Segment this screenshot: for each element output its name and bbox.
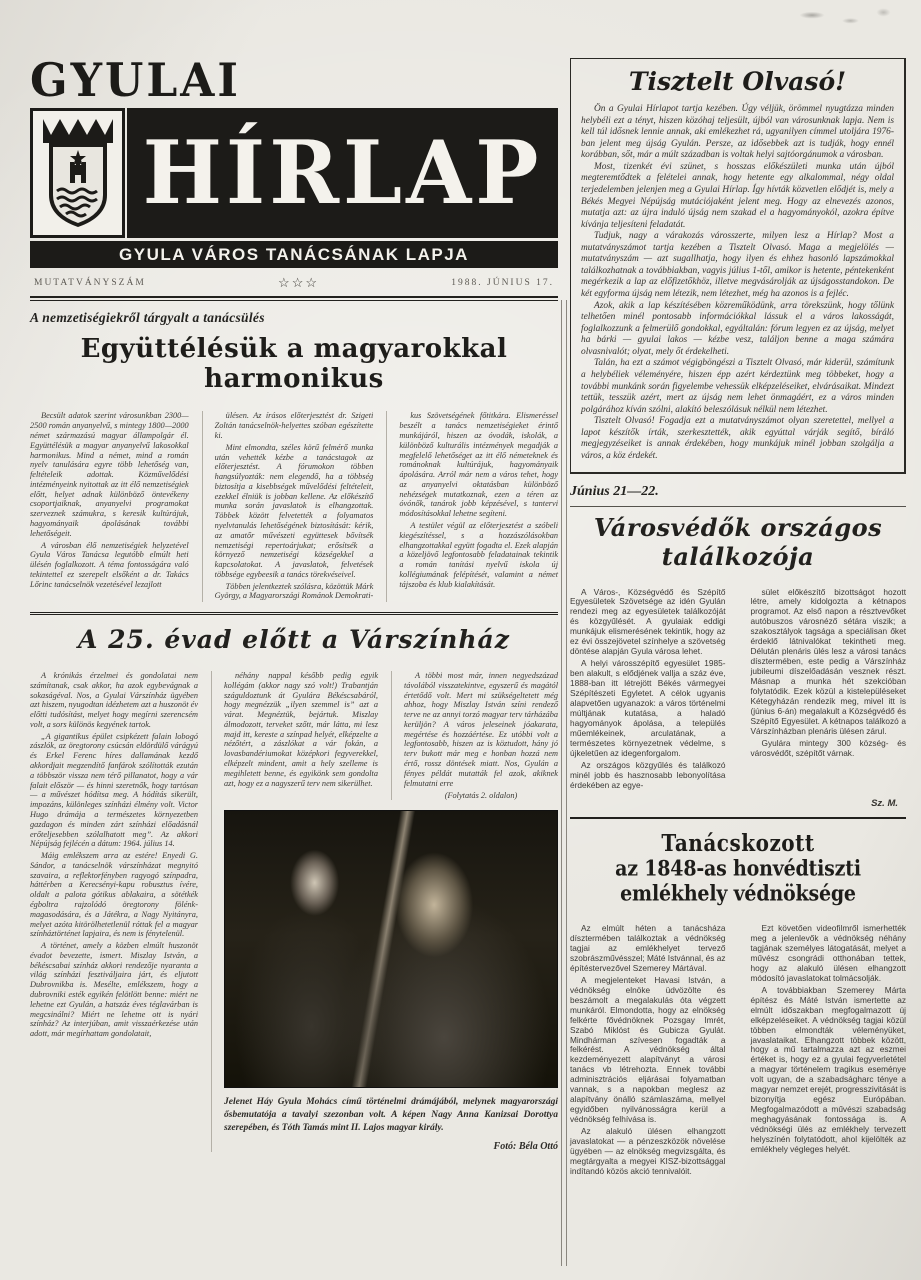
article-editorial — [570, 58, 906, 474]
article-theatre-right-columns — [224, 671, 558, 800]
section-rule — [570, 817, 906, 819]
paragraph: A történet, amely a közben elmúlt huszonöt évadot bevezette, ismert. Miszlay István, a békéscsabai színház akkori rendezője nyaranta a világ színházi fesztiváljaira járt, és eljutott Dubrovnikba is. Mesélte, emlékszem, hogy a dubrovniki esték egyikén felötlött benne: miért ne lehetne ezt Gyulán, a hatszáz éves téglavárban is megcsinálni? Miért ne lehetne ott is nyári színház? Az interjúban, amit visszaérkezése után adott, már megírhattam gondolatait, — [30, 941, 198, 1039]
paragraph: A Város-, Községvédő és Szépítő Egyesületek Szövetsége az idén Gyulán rendezi meg az egyesületek találkozóját és közgyűlését. A gyulaiak eddigi munkájuk elismerésének tekintik, hogy az ez évi összejövetel színhelye a szövetség döntése alapján Gyula városa lehet. — [570, 586, 726, 657]
paragraph: Máig emlékszem arra az estére! Enyedi G. Sándor, a tanácselnök várszínházat megnyitó szavaira, a reflektorfényben ragyogó színpadra, háttérben a Kerecsényi-kapu robusztus ívére, oldalt a palota gótikus ablakaira, a sötétkék égboltra rajzolódó öregtorony fölénk-magasodására, és a Játékra, a Nagy Nyitányra, melyet azóta kitörölhetetlenül róttak fel a magyar színháztörténet lapjaira, és nem is fénytelenül. — [30, 851, 198, 939]
paragraph: sület előkészítő bizottságot hozott létre, amely kidolgozta a kétnapos programot. Az első napon a résztvevőket autóbuszos városnéző sétára viszik; a szakosztályok tagsága a speciálisan őket érdeklő látnivalókat tekintheti meg. Délután plenáris ülés lesz a városi tanács dísztermében, este pedig a Várszínház jubileumi díszelőadásán vesznek részt. Másnap a munka hét szekcióban folytatódik. Ezek közül a kistelepüléseket Kétegyházán rendezik meg, mivel itt is (június 6-án) megalakult a Községvédő és Szépítő Egyesület. A kétnapos találkozó a Várszínházban plenáris ülésen zárul. — [750, 586, 906, 736]
paragraph: Most, tizenkét évi szünet, s hosszas előkészületi munka után újból megteremtődtek a felételei annak, hogy hetente egy alkalommal, négy oldal terjedelemben jelenjen meg a Gyulai Hírlap. Így hívták közvetlen elődjét is, mely a Békés Megyei Népújság mutációjaként jelent meg. Hogy az elnevezés azonos, mutatja azt: az újra induló újság nem szakad el a hagyományokól, azokra építve kívánja teljesíteni feladatát. — [581, 161, 894, 230]
paragraph: A megjelenteket Havasi István, a védnökség elnöke üdvözölte és beszámolt a megalakulás óta végzett munkáról. Elmondotta, hogy az elnökség felkérte fővédnöknek Pozsgay Imrét, Szabó Miklóst és Gubicza Gyulát. Mindhárman szívesen fogadták a felkérést. A védnökség által kezdeményezett alapítványt a városi tanács vb létrehozta. Ennek további adminisztrációs eljárásai folyamatban vannak, s a napokban meglesz az alapítvány önálló számlaszáma, mellyel egyidőben nyilvánosságra kerül a védnökség felhívása is. — [570, 974, 726, 1125]
paragraph: A városban élő nemzetiségiek helyzetével Gyula Város Tanácsa legutóbb elmúlt heti ülésén foglalkozott. A téma fontosságára való tekintettel ez szerepelt elsőként a dr. Takács Lőrinc tanácselnök vezetésével lezajlott — [30, 540, 189, 589]
issue-date: 1988. JÚNIUS 17. — [451, 278, 554, 288]
paragraph: néhány nappal később pedig egyik kollégám (akkor nagy szó volt!) Trabantján száguldoztunk át Gyulára Békéscsabáról, hogy megnézzük „ilyen szemmel is” azt a várat. Megnéztük, bejártuk. Miszlay álmodozott, terveket szőtt, már látta, mi lesz majd itt, kereste a színpad helyét, elképzelte a nézőtért, a zászlókat a vár fokán, a lovasbandériumokat középkori fegyverekkel, elképzelt mindent, amit a hely szelleme is megihletett benne, és egyikönk sem gondolta azt, hogy ez a nagyszerű terv nem sikerülhet. — [224, 671, 378, 788]
masthead-top-title: GYULAI — [30, 53, 242, 108]
left-zone — [30, 53, 559, 1152]
masthead — [30, 53, 558, 301]
paragraph: Ezt követően videofilmről ismerhették meg a jelenlevők a védnökség néhány tagjának személyes látogatását, melyet a művész csongrádi otthonában tettek, hogy az alakuló ülésen elhangzott módosító javaslatokat tolmácsolják. — [750, 923, 906, 983]
issue-label: MUTATVÁNYSZÁM — [34, 278, 146, 288]
paragraph: A továbbiakban Szemerey Márta építész és Máté István ismertette az elmúlt időszakban megfogalmazott új elképzeléseiket. A védnökség tagjai közül többen elmondták véleményüket, javaslataikat. Elhangzott többek között, hogy a mű tartalmazza azt az eszmei értéket is, hogy ez a gyulai fegyverletétel a magyar történelem tragikus eseménye volt ugyan, de a szabadságharc ténye a magyar nemzet erejét, progresszivitását is bizonyítja egész Európában. Megfogalmazódott a művészi szabadság meghagyásának fontossága is. A védnökségi ülés az emlékhely tervezett helyszínén folytatódott, ahol kijelölték az emlékhely végleges helyét. — [750, 984, 906, 1154]
paragraph: A helyi városszépítő egyesület 1985-ben alakult, s elődjének vallja a száz éve, 1888-ban itt létrejött Békés vármegyei Szépítészeti Egyletet. A célok ugyanis alapvetően ugyanazok: a város történelmi múltjának kutatása, a haladó hagyományok ápolása, a település műemlékeinek, arculatának, a természetes környezetnek védelme, s újkeletűen az idegenforgalom. — [570, 658, 726, 758]
article-theatre-columns — [30, 671, 558, 1152]
article-meeting — [570, 484, 906, 818]
article-memorial — [570, 828, 906, 1178]
paragraph: Többen jelentkeztek szólásra, közöttük Márk György, a Magyarországi Románok Demokrati- — [214, 581, 374, 601]
article-theatre-col3-wrap — [391, 671, 558, 800]
article-council-columns — [30, 411, 558, 602]
article-council — [30, 310, 558, 602]
article-theatre-col2 — [224, 671, 378, 800]
article-council-col3 — [386, 411, 558, 602]
article-theatre-right-block — [211, 671, 558, 1152]
paragraph: ülésen. Az írásos előterjesztést dr. Szigeti Zoltán tanácselnök-helyettes szóban egészítette ki. — [214, 411, 374, 440]
article-theatre — [30, 612, 558, 1152]
paragraph: Gyulára mintegy 300 község- és városvédőt, szépítőt várnak. — [750, 737, 906, 758]
paragraph: Az elmúlt héten a tanácsháza dísztermében találkoztak a védnökség tagjai az emlékhelyet tervező szobrászművésszel; Máté Istvánnal, és az építéstervezővel Szemerey Mártával. — [570, 923, 726, 973]
article-council-kicker: A nemzetiségiekről tárgyalt a tanácsülés — [30, 310, 265, 325]
gyula-crest-icon — [30, 108, 125, 238]
article-meeting-col1 — [570, 588, 726, 792]
photo-caption: Jelenet Háy Gyula Mohács című történelmi drámájából, melynek magyarországi ősbemutatója a tavalyi szezonban volt. A képen Nagy Anna Kanizsai Dorottya szerepében, és Tóth Tamás mint II. Lajos magyar király. — [224, 1097, 558, 1133]
paragraph: Becsült adatok szerint városunkban 2300—2500 román anyanyelvű, s mintegy 1800—2000 német származású magyar állampolgár él. Együttélésük a magyar anyanyelvű lakosokkal harmonikus. Mind a német, mind a román nyelv tanulására egyre több lehetőség van, feltételeik adottak. Közművelődési intézményeink nyitottak az itt élő nemzetiségiek előtt, helyet adnak különböző öntevékeny csoportjaiknak, anyanyelvi programokat szerveznek számukra, s keresik kultúrájuk, hagyományaik ápolásának további lehetőségeit. — [30, 411, 189, 538]
article-meeting-col2 — [739, 588, 907, 792]
paragraph: Mint elmondta, széles körű felmérő munka után vehették kézbe a tanácstagok az előterjesztést. A fórumokon többen hangsúlyozták: nem elegendő, ha a többség biztosítja a kisebbségek művelődési feltételeit, ezekkel élniük is jobban kellene. Az előkészítő munka során javaslatok is elhangzottak. Többek között felvetették a folyamatos nyelvtanulás lehetőségének biztosítását: kérik, az amatőr művészeti együttesek bővítsék nemzetiségi repertoárjukat; erősítsék a környező nemzetiségi községekkel a kapcsolatokat. A javaslatok, felvetések többsége egybeesik a tanács törekvéseivel. — [214, 442, 374, 579]
article-memorial-headline-line1: Tanácskozott — [661, 828, 815, 857]
photo-credit: Fotó: Béla Ottó — [493, 1140, 558, 1152]
article-meeting-signature: Sz. M. — [871, 797, 898, 809]
paragraph: Tudjuk, nagy a várakozás városszerte, milyen lesz a Hírlap? Most a mutatványszámot tartja kezében a Tisztelt Olvasó. Maga a megjelölés — mutatványszám — azt sugallhatja, hogy ilyen és ehhez hasonló lapszámokkal találkozhatnak a továbbiakban, vagyis július 1-től, amikor is hetente, péntekenként megérkezik a lap az előfizetőkhöz, illetve megvásárolják az újságosstandokon. De két egyforma újság nem létezik, nem létezhet, még ha azonos is a fejléc. — [581, 231, 894, 299]
article-meeting-kicker: Június 21—22. — [570, 484, 659, 500]
paragraph: Az alakuló ülésen elhangzott javaslatokat — a pénzeszközök növelése ügyében — az elnökség megvizsgálta, és megtárgyalta a megyei KISZ-bizottsággal indítandó közös akció tennivalóit. — [570, 1126, 726, 1176]
masthead-logo-row — [30, 108, 558, 238]
paragraph: Tisztelt Olvasó! Fogadja ezt a mutatványszámot olyan szeretettel, mellyel a lapot készítők írták, szerkesztették, akik egyúttal várják segítő, bíráló megjegyzéseiket is annak érdekében, hogy munkájuk minél jobban szolgálja a város, a köz érdekét. — [581, 416, 894, 461]
article-theatre-col3 — [404, 671, 558, 788]
article-memorial-col2 — [739, 924, 907, 1178]
article-memorial-headline-line2: az 1848-as honvédtiszti emlékhely védnöksége — [615, 855, 861, 906]
stars-ornament-icon: ☆☆☆ — [278, 275, 320, 290]
article-memorial-columns — [570, 924, 906, 1178]
right-zone — [570, 58, 906, 1178]
article-meeting-columns — [570, 588, 906, 792]
scan-marking — [790, 4, 900, 32]
paragraph: A többi most már, innen negyedszázad távolából visszatekintve, egyszerű és magától értetődő volt. Mert mi szükségeltetett még ahhoz, hogy Miszlay István színi rendező terve ne az annyi torzó magyar terv tárházába kerüljön? A város jeleseinek jóakarata, megértése és hozzáértése. Ez utóbbi volt a legfontosabb, hiszen az is köztudott, hány jó terv bukott már meg e honban hozzá nem értő, rossz döntések miatt. Nos, Gyulán a fényes példát mutatták fel azok, akiknek felmutatni erre — [404, 671, 558, 788]
article-theatre-headline: A 25. évad előtt a Várszínház — [78, 625, 510, 655]
masthead-info-line — [30, 275, 558, 291]
column-divider-rule — [561, 300, 567, 1266]
paragraph: Ön a Gyulai Hírlapot tartja kezében. Úgy véljük, örömmel nyugtázza minden helybéli ezt a tényt, hiszen közóhaj teljesült, újból van városunknak lapja. Nem is kell túl idősnek lennie annak, aki emlékezhet rá, ugyanilyen címmel utoljára 1976-ban jelent meg újság Gyulán. Persze, az idősebbek azt is tudják, hogy ennél korábban, sőt, már a múlt században is voltak helyi sajtóorgánumok a városban. — [581, 104, 894, 161]
masthead-subtitle: GYULA VÁROS TANÁCSÁNAK LAPJA — [119, 244, 469, 264]
mohacs-drama-scene-photo — [224, 810, 558, 1088]
paragraph: Az országos közgyűlés és találkozó minél jobb és hasznosabb lebonyolítása érdekében az egye- — [570, 759, 726, 790]
article-meeting-headline: Városvédők országos találkozója — [570, 506, 906, 571]
paragraph: kus Szövetségének főtitkára. Elismeréssel beszélt a tanács nemzetiségieket érintő munkájáról, hiszen az óvodák, iskolák, a különböző kulturális intézmények megadják a megfelelő lehetőséget az itt élő németeknek és románoknak kultúrájuk, hagyományaik ápolására. Arról már nem a város tehet, hogy az anyanyelvi oktatásban különböző nehézségek mutatkoznak, ezen a téren az óvónők, tanárok jobb képzésével, s tantervi módosításokkal lehetne segíteni. — [399, 411, 559, 519]
masthead-subtitle-bar — [30, 241, 558, 268]
masthead-title-box — [127, 108, 558, 238]
article-editorial-title: Tisztelt Olvasó! — [628, 67, 847, 96]
paragraph: Talán, ha ezt a számot végigböngészi a Tisztelt Olvasó, már kiderül, számítunk a helybéliek véleményére, hiszen épp azért kérdeztünk meg többeket, hogy a további munkánk során figyelembe vehessük elképzeléseiket, elvárásaikat. Mindezt tettük, tesszük azért, mert az újság nem lehet önmagáért, ez a város minden polgárához kíván szólni, alakító beleszólásuk nélkül nem létezhet. — [581, 358, 894, 415]
paragraph: A krónikás érzelmei és gondolatai nem számítanak, csak akkor, ha azok egybevágnak a sokaságéval. Nos, a Gyulai Várszínház ügyében azt hiszem, nyugodtan idézhetem azt a huszonöt év előtti tudósítást, melyet hogy megírni szerencsém volt, a sors különös kegyének tartok. — [30, 671, 198, 729]
masthead-rule — [30, 296, 558, 301]
article-council-col1 — [30, 411, 189, 602]
masthead-main-title: HÍRLAP — [142, 121, 543, 224]
paragraph: „A gigantikus épület csipkézett falain lobogó zászlók, az öregtorony csúcsán eldördülő várágyú és Erkel Ferenc híres dallamának kezdő akkordjait megzendítő fanfárok szólították ezután a többször vissza nem térő pillanatot, hogy a vár falait először — és hinni szeretnők, hogy tartósan — a művészet hódítsa meg. A hódítás sikerült, impozáns, különleges színházi élmény volt. Victor Hugo drámája a természetes környezetben gazdagon és minden zárt színházi előadásnál erőteljesebben szólalhatott meg”. Az akkori Népújság fejlécén a dátum: 1964. július 14. — [30, 731, 198, 849]
article-council-col2 — [202, 411, 374, 602]
article-editorial-body — [581, 104, 894, 462]
article-theatre-col1 — [30, 671, 198, 1152]
article-council-headline: Együttélésük a magyarokkal harmonikus — [80, 334, 508, 394]
paragraph: A testület végül az előterjesztést a szóbeli kiegészítéssel, s a hozzászólásokban elhangzottakkal együtt fogadta el. Ezek alapján a közeljövő legfontosabb feladatainak tekintik a román tanítási nyelvű iskola új kollégiumának felépítését, valamint a német tájszoba és klub kialakítását. — [399, 521, 559, 589]
article-memorial-headline — [570, 828, 906, 906]
article-memorial-col1 — [570, 924, 726, 1178]
paragraph: Azok, akik a lap készítésében közreműködünk, arra törekszünk, hogy tőlünk telhetően minél pontosabb információkkal lássuk el a város lakosságát, foglalkozzunk a felmerülő gondokkal, egyáltalán: fórum legyen ez az újság, melyet ha bárki — gyulai lakos — kézbe vesz, találjon benne a maga számára olvasnivalót; olyat, mely őt érdekelheti. — [581, 300, 894, 357]
continuation-note: (Folytatás 2. oldalon) — [444, 791, 518, 801]
